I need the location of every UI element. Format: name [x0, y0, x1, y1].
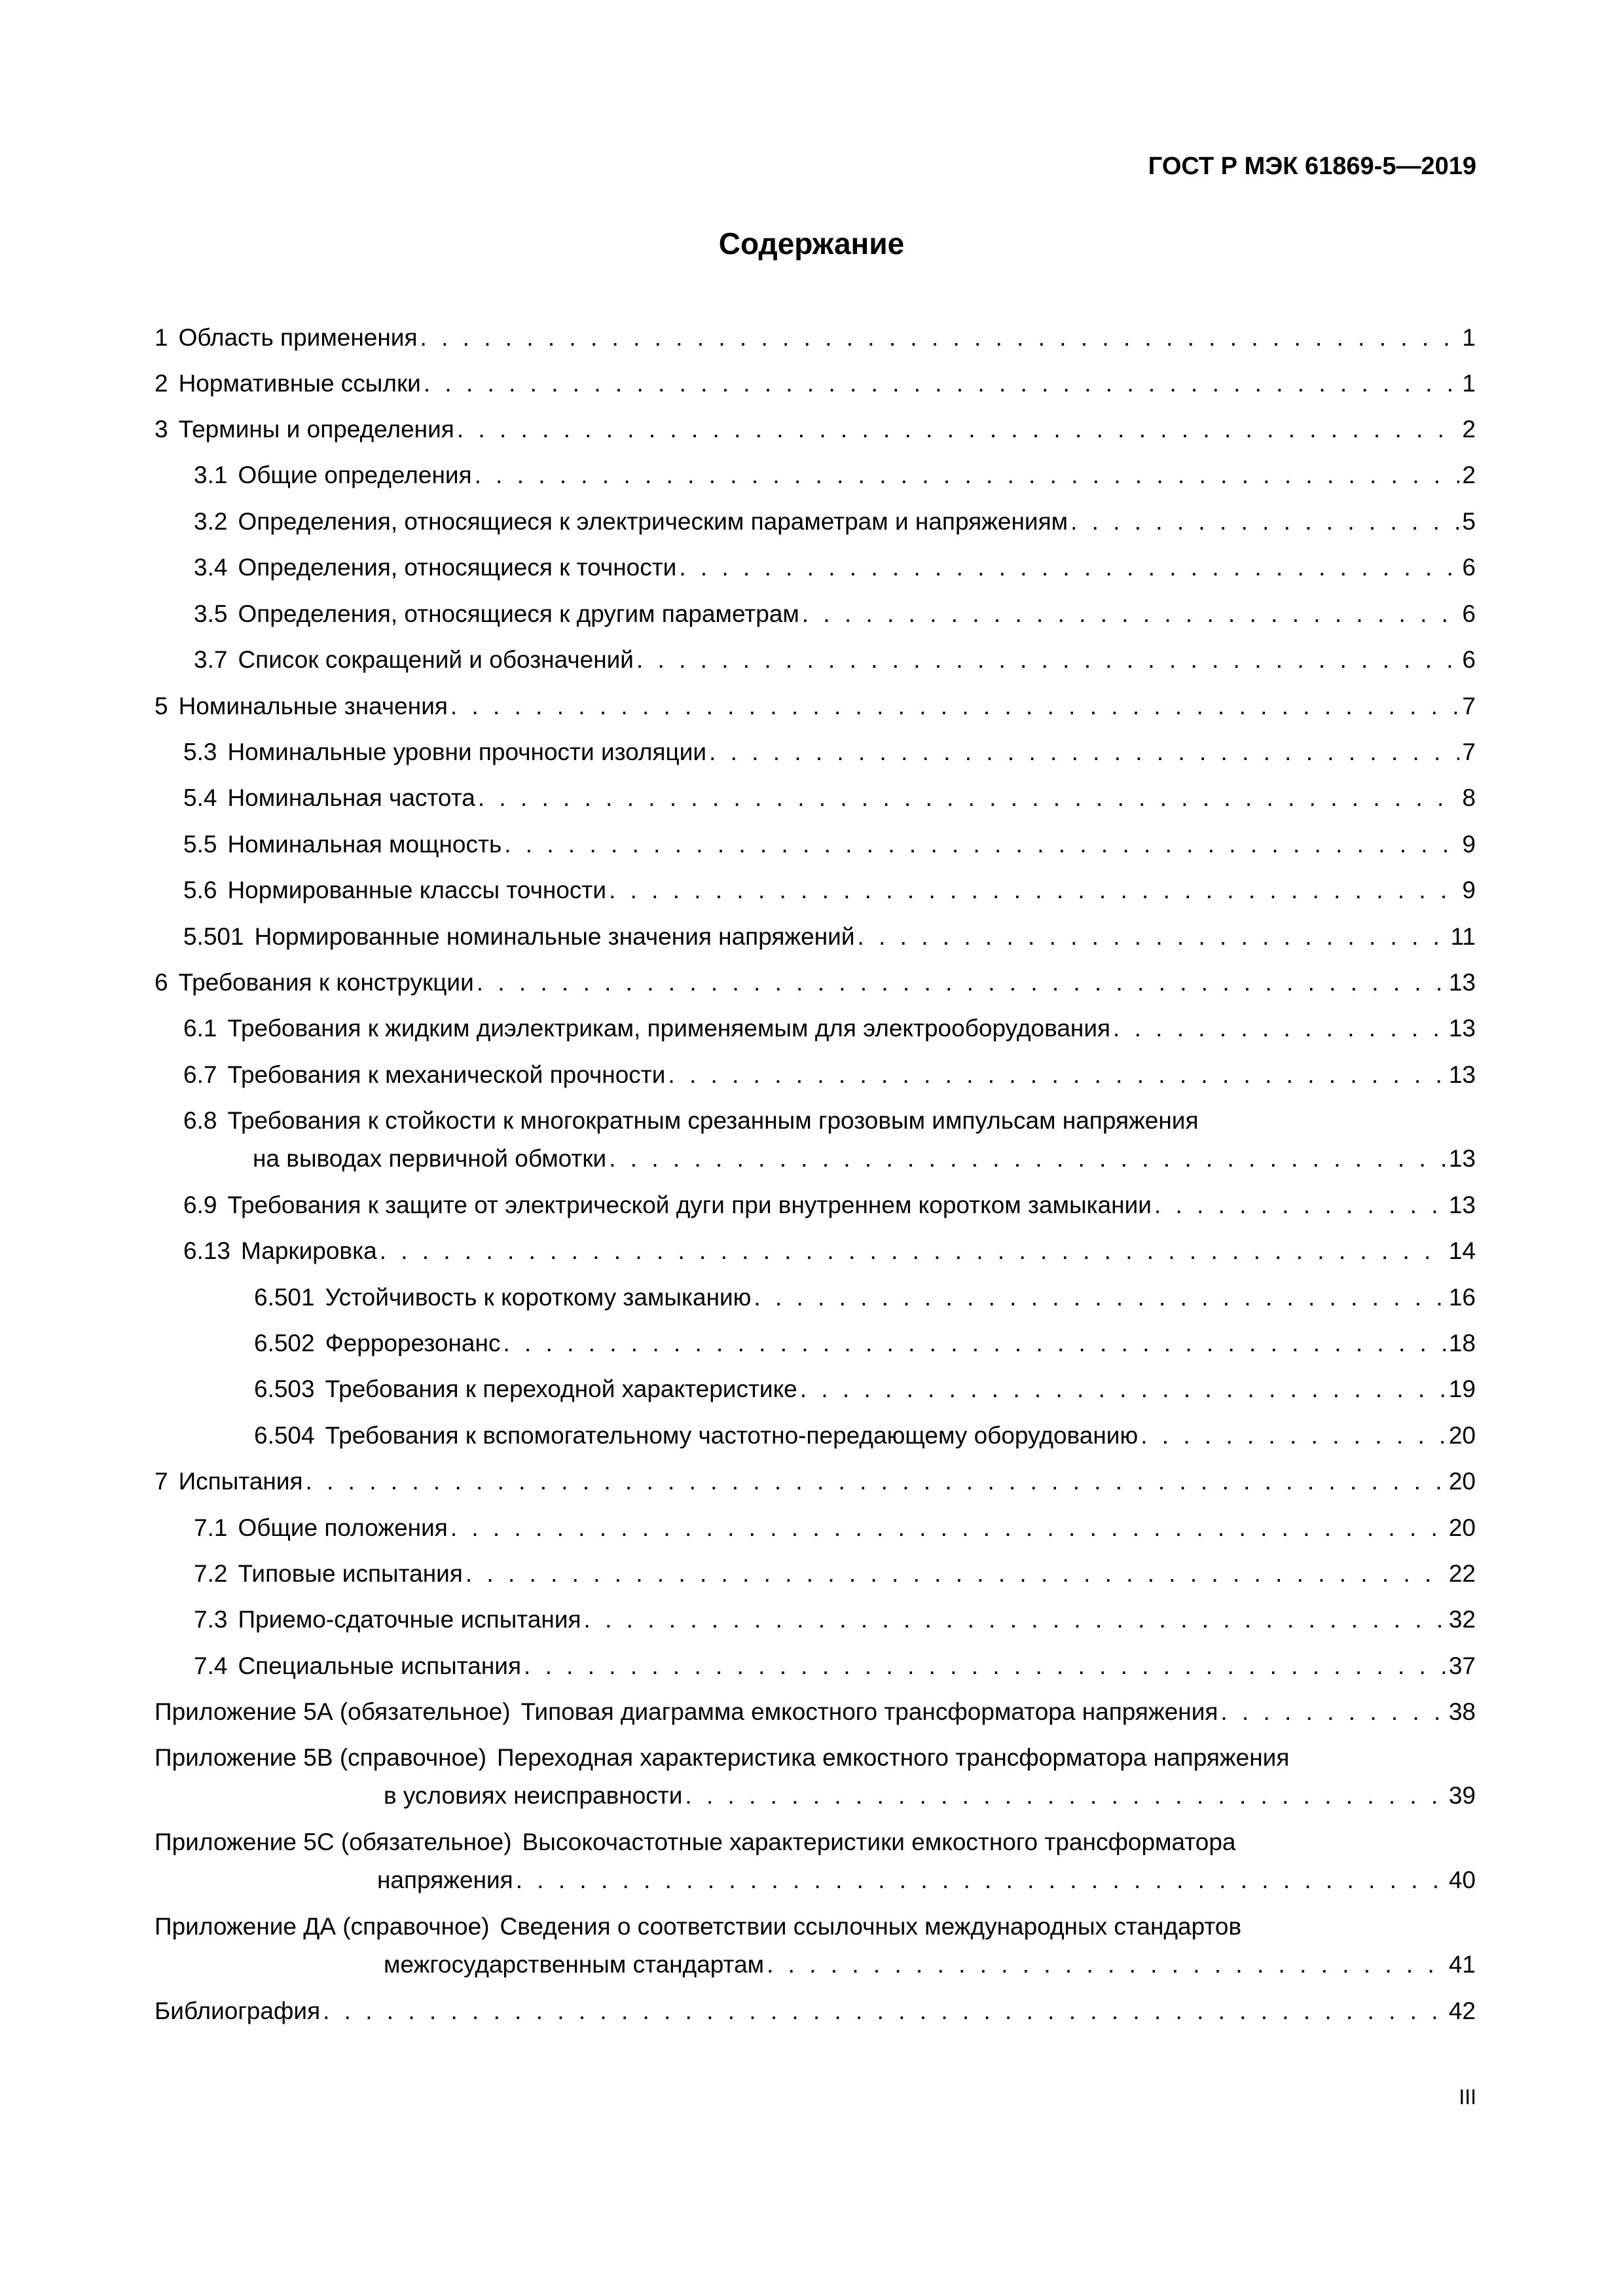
toc-entry[interactable]: [155, 964, 1476, 1002]
toc-entry-title: Сведения о соответствии ссылочных международных стандартов: [500, 1913, 1242, 1940]
toc-entry-title: Высокочастотные характеристики емкостного трансформатора: [522, 1829, 1236, 1855]
toc-entry[interactable]: [155, 410, 1476, 448]
toc-entry-number: 6.501: [254, 1284, 315, 1311]
toc-entry-page: 6: [1462, 554, 1476, 581]
dot-leader: [450, 687, 1460, 725]
page-number: III: [1459, 2085, 1476, 2109]
toc-entry-page: 18: [1448, 1330, 1476, 1357]
toc-entry[interactable]: [155, 1509, 1476, 1547]
toc-entry-number: 3.7: [194, 646, 228, 673]
toc-entry-page: 16: [1448, 1284, 1476, 1311]
toc-entry-title: Область применения: [178, 324, 418, 351]
toc-entry-page: 42: [1448, 1997, 1476, 2024]
toc-entry-title: Типовые испытания: [238, 1560, 463, 1587]
toc-entry-page: 7: [1462, 738, 1476, 765]
toc-entry-page: 13: [1448, 1192, 1476, 1218]
toc-entry[interactable]: [155, 687, 1476, 725]
toc-entry-title: Приемо-сдаточные испытания: [238, 1606, 581, 1633]
toc-entry-number: Приложение 5В (справочное): [155, 1744, 487, 1771]
toc-entry-page: 41: [1448, 1951, 1476, 1978]
toc-entry-title: Типовая диаграмма емкостного трансформатора напряжения: [520, 1698, 1218, 1725]
dot-leader: [668, 1056, 1446, 1094]
dot-leader: [323, 1992, 1446, 2030]
toc-entry-page: 13: [1448, 1015, 1476, 1042]
toc-entry-title: Устойчивость к короткому замыканию: [325, 1284, 752, 1311]
toc-entry[interactable]: [155, 1370, 1476, 1408]
toc-entry-page: 13: [1448, 969, 1476, 996]
dot-leader: [380, 1232, 1446, 1270]
toc-entry-number: 7.4: [194, 1652, 228, 1679]
dot-leader: [754, 1279, 1446, 1317]
toc-entry-number: 6: [155, 969, 168, 996]
toc-entry-title: Номинальная частота: [227, 784, 475, 811]
toc-entry-page: 8: [1462, 784, 1476, 811]
dot-leader: [609, 1140, 1446, 1178]
toc-entry-number: 5.5: [183, 831, 217, 858]
toc-entry-page: 2: [1462, 462, 1476, 488]
toc-entry-page: 14: [1448, 1237, 1476, 1264]
toc-entry-page: 9: [1462, 877, 1476, 903]
toc-entry-page: 22: [1448, 1560, 1476, 1587]
toc-entry-number: 5.3: [183, 738, 217, 765]
toc-entry-page: 19: [1448, 1376, 1476, 1402]
toc-entry-title: Термины и определения: [178, 416, 454, 443]
dot-leader: [524, 1647, 1446, 1685]
toc-entry-number: 7.2: [194, 1560, 228, 1587]
dot-leader: [609, 871, 1459, 909]
toc-entry-title: Испытания: [178, 1468, 303, 1495]
toc-entry-page: 6: [1462, 600, 1476, 627]
toc-entry[interactable]: [155, 1056, 1476, 1094]
toc-entry-number: 5.4: [183, 784, 217, 811]
toc-entry-number: 5.6: [183, 877, 217, 903]
dot-leader: [516, 1861, 1446, 1899]
toc-entry-number: 6.7: [183, 1061, 217, 1088]
toc-entry-title: Определения, относящиеся к электрическим параметрам и напряжениям: [238, 508, 1068, 535]
toc-entry[interactable]: [155, 1739, 1476, 1815]
toc-entry[interactable]: [155, 1324, 1476, 1362]
toc-entry-title: Номинальные уровни прочности изоляции: [227, 738, 707, 765]
toc-entry[interactable]: [155, 779, 1476, 817]
dot-leader: [685, 1777, 1446, 1815]
dot-leader: [1220, 1693, 1446, 1731]
dot-leader: [450, 1509, 1446, 1547]
document-code: ГОСТ Р МЭК 61869-5—2019: [1148, 153, 1476, 180]
dot-leader: [457, 410, 1460, 448]
toc-entry-number: 3.5: [194, 600, 228, 627]
toc-entry-page: 20: [1448, 1422, 1476, 1449]
toc-entry-number: 1: [155, 324, 168, 351]
toc-entry-title: Требования к стойкости к многократным срезанным грозовым импульсам напряжения: [227, 1107, 1199, 1134]
toc-entry-title: Номинальная мощность: [227, 831, 502, 858]
toc-entry-number: 3: [155, 416, 168, 443]
toc-entry-title: Номинальные значения: [178, 693, 448, 720]
toc-entry-number: Приложение ДА (справочное): [155, 1913, 490, 1940]
toc-entry[interactable]: [155, 319, 1476, 357]
toc-entry-page: 7: [1462, 693, 1476, 720]
toc-entry-number: Приложение 5С (обязательное): [155, 1829, 512, 1855]
dot-leader: [800, 1370, 1446, 1408]
toc-entry-number: 5.501: [183, 923, 244, 950]
toc-entry-number: 6.1: [183, 1015, 217, 1042]
toc-entry-page: 11: [1450, 923, 1476, 950]
toc-entry-title: Нормированные номинальные значения напряжений: [254, 923, 855, 950]
toc-entry-number: 6.504: [254, 1422, 315, 1449]
toc-entry[interactable]: [155, 1417, 1476, 1455]
dot-leader: [465, 1555, 1446, 1593]
toc-entry[interactable]: [155, 1463, 1476, 1501]
toc-entry[interactable]: [155, 456, 1476, 494]
toc-entry-title: Требования к защите от электрической дуги при внутреннем коротком замыкании: [227, 1192, 1152, 1218]
dot-leader: [1113, 1010, 1446, 1048]
dot-leader: [802, 595, 1460, 633]
toc-entry[interactable]: [155, 1102, 1476, 1178]
toc-entry-page: 40: [1448, 1867, 1476, 1893]
toc-entry-page: 13: [1448, 1061, 1476, 1088]
dot-leader: [636, 641, 1459, 679]
toc-entry-title: Требования к механической прочности: [227, 1061, 666, 1088]
toc-entry-title: Определения, относящиеся к другим параметрам: [238, 600, 799, 627]
dot-leader: [504, 826, 1459, 864]
toc-entry[interactable]: [155, 1010, 1476, 1048]
toc-entry[interactable]: [155, 595, 1476, 633]
toc-entry-number: 5: [155, 693, 168, 720]
toc-entry-number: 6.13: [183, 1237, 231, 1264]
dot-leader: [1154, 1186, 1446, 1224]
dot-leader: [709, 733, 1459, 771]
toc-entry[interactable]: [155, 1555, 1476, 1593]
toc-entry-number: 3.4: [194, 554, 228, 581]
dot-leader: [503, 1324, 1446, 1362]
toc-entry-title: Общие определения: [238, 462, 472, 488]
toc-entry-title: Переходная характеристика емкостного трансформатора напряжения: [497, 1744, 1290, 1771]
toc-entry-page: 32: [1448, 1606, 1476, 1633]
dot-leader: [424, 365, 1460, 403]
toc-entry[interactable]: [155, 918, 1476, 956]
toc-entry[interactable]: [155, 1693, 1476, 1731]
dot-leader: [1070, 503, 1459, 541]
toc-entry[interactable]: [155, 365, 1476, 403]
toc-entry-number: Приложение 5А (обязательное): [155, 1698, 511, 1725]
toc-entry-page: 1: [1462, 370, 1476, 397]
toc-entry-page: 39: [1448, 1782, 1476, 1809]
dot-leader: [478, 779, 1460, 817]
dot-leader: [679, 549, 1459, 587]
toc-entry-number: 6.502: [254, 1330, 315, 1357]
toc-entry-page: 20: [1448, 1468, 1476, 1495]
toc-entry-number: 7.3: [194, 1606, 228, 1633]
toc-entry-title: Определения, относящиеся к точности: [238, 554, 677, 581]
toc-entry-title: на выводах первичной обмотки: [253, 1145, 607, 1172]
toc-entry-page: 6: [1462, 646, 1476, 673]
dot-leader: [420, 319, 1460, 357]
toc-entry-page: 38: [1448, 1698, 1476, 1725]
toc-entry[interactable]: [155, 871, 1476, 909]
toc-entry-page: 1: [1462, 324, 1476, 351]
dot-leader: [475, 456, 1460, 494]
toc-title: Содержание: [718, 227, 905, 261]
toc-entry-title: Требования к жидким диэлектрикам, применяемым для электрооборудования: [227, 1015, 1111, 1042]
toc-entry-title: Нормативные ссылки: [178, 370, 421, 397]
toc-entry-page: 37: [1448, 1652, 1476, 1679]
toc-entry-number: 6.8: [183, 1107, 217, 1134]
toc-entry[interactable]: [155, 1647, 1476, 1685]
toc-entry-title: Требования к конструкции: [178, 969, 474, 996]
toc-entry-title: напряжения: [377, 1867, 513, 1893]
toc-entry-number: 3.1: [194, 462, 228, 488]
toc-entry-title: Общие положения: [238, 1514, 448, 1541]
dot-leader: [584, 1601, 1446, 1639]
toc-entry[interactable]: [155, 1186, 1476, 1224]
toc-entry-title: Нормированные классы точности: [227, 877, 607, 903]
toc-entry-number: 2: [155, 370, 168, 397]
toc-entry[interactable]: [155, 733, 1476, 771]
dot-leader: [1140, 1417, 1446, 1455]
toc-entry[interactable]: [155, 1279, 1476, 1317]
toc-entry[interactable]: [155, 1823, 1476, 1899]
toc-entry-title: Маркировка: [241, 1237, 377, 1264]
dot-leader: [306, 1463, 1446, 1501]
dot-leader: [767, 1946, 1446, 1984]
toc-entry-number: 7: [155, 1468, 168, 1495]
toc-entry-number: 7.1: [194, 1514, 228, 1541]
toc-entry-title: межгосударственным стандартам: [384, 1951, 765, 1978]
toc-entry-title: Библиография: [155, 1997, 321, 2024]
toc-entry[interactable]: [155, 1908, 1476, 1984]
toc-entry[interactable]: [155, 1601, 1476, 1639]
toc-entry[interactable]: [155, 826, 1476, 864]
toc-entry-title: в условиях неисправности: [384, 1782, 683, 1809]
dot-leader: [477, 964, 1446, 1002]
toc-entry[interactable]: [155, 1232, 1476, 1270]
toc-entry-page: 13: [1448, 1145, 1476, 1172]
toc-entry-page: 5: [1462, 508, 1476, 535]
toc-entry[interactable]: [155, 1992, 1476, 2030]
toc-entry[interactable]: [155, 503, 1476, 541]
dot-leader: [858, 918, 1448, 956]
toc-entry-number: 6.9: [183, 1192, 217, 1218]
toc-entry-title: Специальные испытания: [238, 1652, 522, 1679]
toc-entry-page: 20: [1448, 1514, 1476, 1541]
toc-entry-title: Требования к переходной характеристике: [325, 1376, 797, 1402]
toc-entry-title: Список сокращений и обозначений: [238, 646, 634, 673]
toc-entry-title: Феррорезонанс: [325, 1330, 501, 1357]
toc-entry-number: 3.2: [194, 508, 228, 535]
toc-entry-title: Требования к вспомогательному частотно-передающему оборудованию: [325, 1422, 1139, 1449]
toc-entry-page: 9: [1462, 831, 1476, 858]
toc-entry[interactable]: [155, 549, 1476, 587]
toc-entry[interactable]: [155, 641, 1476, 679]
toc-entry-number: 6.503: [254, 1376, 315, 1402]
toc-entry-page: 2: [1462, 416, 1476, 443]
